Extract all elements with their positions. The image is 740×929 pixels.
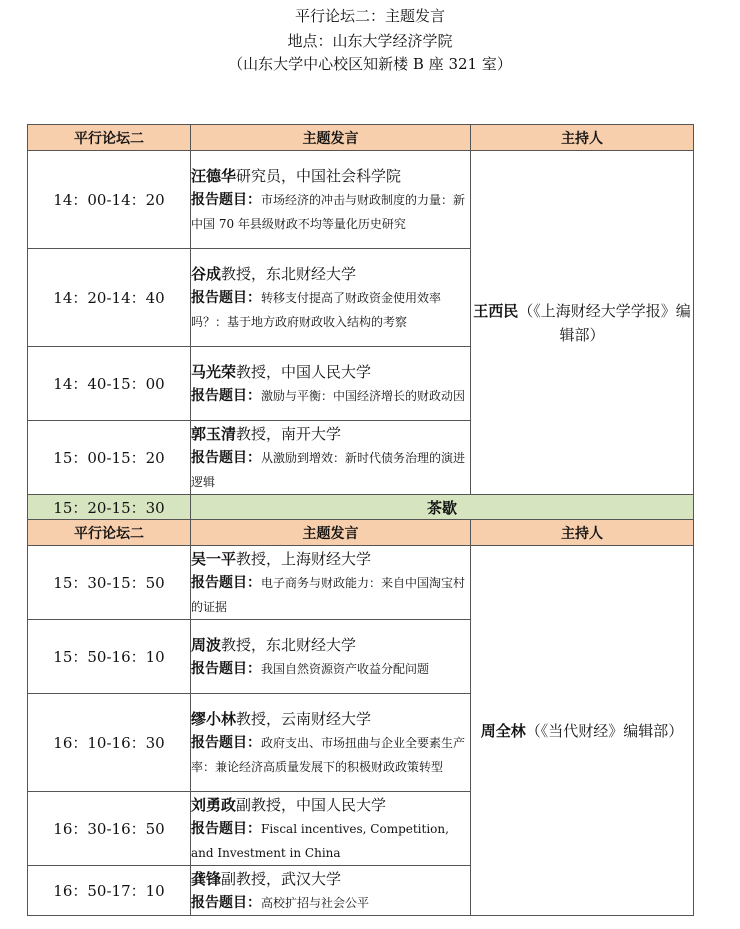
talk-time: 16：50-17：10 bbox=[28, 866, 191, 916]
talk-title bbox=[191, 657, 470, 681]
header-host: 主持人 bbox=[471, 520, 694, 546]
speaker-role: 教授，东北财经大学 bbox=[221, 635, 357, 654]
speaker-line bbox=[191, 164, 470, 188]
talk-title-text: 高校扩招与社会公平 bbox=[261, 895, 370, 910]
speaker-role: 教授，云南财经大学 bbox=[236, 709, 372, 728]
talk-cell bbox=[191, 249, 471, 347]
venue-line: 地点：山东大学经济学院 bbox=[287, 32, 453, 50]
speaker-name: 吴一平 bbox=[191, 549, 237, 568]
talk-time: 14：20-14：40 bbox=[28, 249, 191, 347]
talk-title-text: 政府支出、市场扭曲与企业全要素生产率：兼论经济高质量发展下的积极财政政策转型 bbox=[191, 735, 466, 774]
talk-title bbox=[191, 286, 470, 334]
talk-title-text: 转移支付提高了财政资金使用效率吗？：基于地方政府财政收入结构的考察 bbox=[191, 290, 442, 329]
host-cell bbox=[471, 151, 694, 495]
speaker-name: 龚锋 bbox=[191, 869, 222, 888]
talk-title-text: Fiscal incentives, Competition, and Investment in China bbox=[191, 821, 449, 860]
host-cell bbox=[471, 546, 694, 916]
speaker-role: 副教授，中国人民大学 bbox=[236, 795, 387, 814]
speaker-role: 教授，东北财经大学 bbox=[221, 264, 357, 283]
tea-break-label: 茶歇 bbox=[191, 495, 694, 520]
talk-cell bbox=[191, 866, 471, 916]
speaker-role: 研究员，中国社会科学院 bbox=[236, 166, 402, 185]
speaker-role: 教授，上海财经大学 bbox=[236, 549, 372, 568]
speaker-line bbox=[191, 422, 470, 446]
talk-title-text: 激励与平衡：中国经济增长的财政动因 bbox=[261, 388, 466, 403]
talk-title-text: 我国自然资源资产收益分配问题 bbox=[261, 661, 430, 676]
talk-title-text: 从激励到增效：新时代债务治理的演进逻辑 bbox=[191, 450, 466, 489]
speaker-name: 汪德华 bbox=[191, 166, 237, 185]
talk-cell bbox=[191, 694, 471, 792]
talk-time: 14：00-14：20 bbox=[28, 151, 191, 249]
talk-title-label: 报告题目： bbox=[191, 289, 261, 306]
talk-time: 16：10-16：30 bbox=[28, 694, 191, 792]
talk-cell bbox=[191, 421, 471, 495]
speaker-line bbox=[191, 707, 470, 731]
schedule-table bbox=[27, 124, 694, 916]
talk-cell bbox=[191, 792, 471, 866]
host-affiliation: （《上海财经大学学报》编辑部） bbox=[518, 301, 691, 344]
talk-title-label: 报告题目： bbox=[191, 574, 261, 591]
talk-time: 14：40-15：00 bbox=[28, 347, 191, 421]
speaker-line bbox=[191, 360, 470, 384]
talk-title-text: 电子商务与财政能力：来自中国淘宝村的证据 bbox=[191, 575, 466, 614]
speaker-line bbox=[191, 633, 470, 657]
talk-title bbox=[191, 188, 470, 236]
header-talks: 主题发言 bbox=[191, 125, 471, 151]
talk-cell bbox=[191, 546, 471, 620]
talk-title-label: 报告题目： bbox=[191, 820, 261, 837]
talk-time: 16：30-16：50 bbox=[28, 792, 191, 866]
speaker-name: 谷成 bbox=[191, 264, 222, 283]
talk-title bbox=[191, 446, 470, 494]
talk-title bbox=[191, 817, 470, 865]
speaker-role: 教授，中国人民大学 bbox=[236, 362, 372, 381]
speaker-name: 缪小林 bbox=[191, 709, 237, 728]
talk-time: 15：30-15：50 bbox=[28, 546, 191, 620]
table-header-row bbox=[28, 520, 694, 546]
header-talks: 主题发言 bbox=[191, 520, 471, 546]
speaker-line bbox=[191, 262, 470, 286]
header-forum: 平行论坛二 bbox=[28, 125, 191, 151]
talk-time: 15：50-16：10 bbox=[28, 620, 191, 694]
talk-title bbox=[191, 571, 470, 619]
speaker-name: 周波 bbox=[191, 635, 222, 654]
talk-title-label: 报告题目： bbox=[191, 734, 261, 751]
talk-title-label: 报告题目： bbox=[191, 660, 261, 677]
host-name: 王西民 bbox=[473, 301, 519, 320]
talk-title-text: 市场经济的冲击与财政制度的力量：新中国 70 年县级财政不均等量化历史研究 bbox=[191, 192, 466, 231]
speaker-line bbox=[191, 547, 470, 571]
table-row bbox=[28, 546, 694, 620]
speaker-name: 刘勇政 bbox=[191, 795, 237, 814]
forum-title: 平行论坛二：主题发言 bbox=[294, 7, 445, 25]
talk-title bbox=[191, 731, 470, 779]
talk-title bbox=[191, 891, 470, 915]
host-name: 周全林 bbox=[480, 721, 526, 740]
table-header-row bbox=[28, 125, 694, 151]
talk-title bbox=[191, 384, 470, 408]
tea-break-time: 15：20-15：30 bbox=[28, 495, 191, 520]
talk-cell bbox=[191, 620, 471, 694]
speaker-line bbox=[191, 793, 470, 817]
talk-cell bbox=[191, 151, 471, 249]
header-forum: 平行论坛二 bbox=[28, 520, 191, 546]
talk-title-label: 报告题目： bbox=[191, 449, 261, 466]
talk-title-label: 报告题目： bbox=[191, 894, 261, 911]
speaker-role: 副教授，武汉大学 bbox=[221, 869, 342, 888]
speaker-name: 郭玉清 bbox=[191, 424, 237, 443]
venue-room: （山东大学中心校区知新楼 B 座 321 室） bbox=[228, 55, 512, 73]
speaker-line bbox=[191, 867, 470, 891]
speaker-name: 马光荣 bbox=[191, 362, 237, 381]
talk-title-label: 报告题目： bbox=[191, 387, 261, 404]
talk-cell bbox=[191, 347, 471, 421]
tea-break-row bbox=[28, 495, 694, 520]
header-host: 主持人 bbox=[471, 125, 694, 151]
talk-time: 15：00-15：20 bbox=[28, 421, 191, 495]
speaker-role: 教授，南开大学 bbox=[236, 424, 342, 443]
table-row bbox=[28, 151, 694, 249]
talk-title-label: 报告题目： bbox=[191, 191, 261, 208]
host-affiliation: （《当代财经》编辑部） bbox=[525, 721, 684, 740]
